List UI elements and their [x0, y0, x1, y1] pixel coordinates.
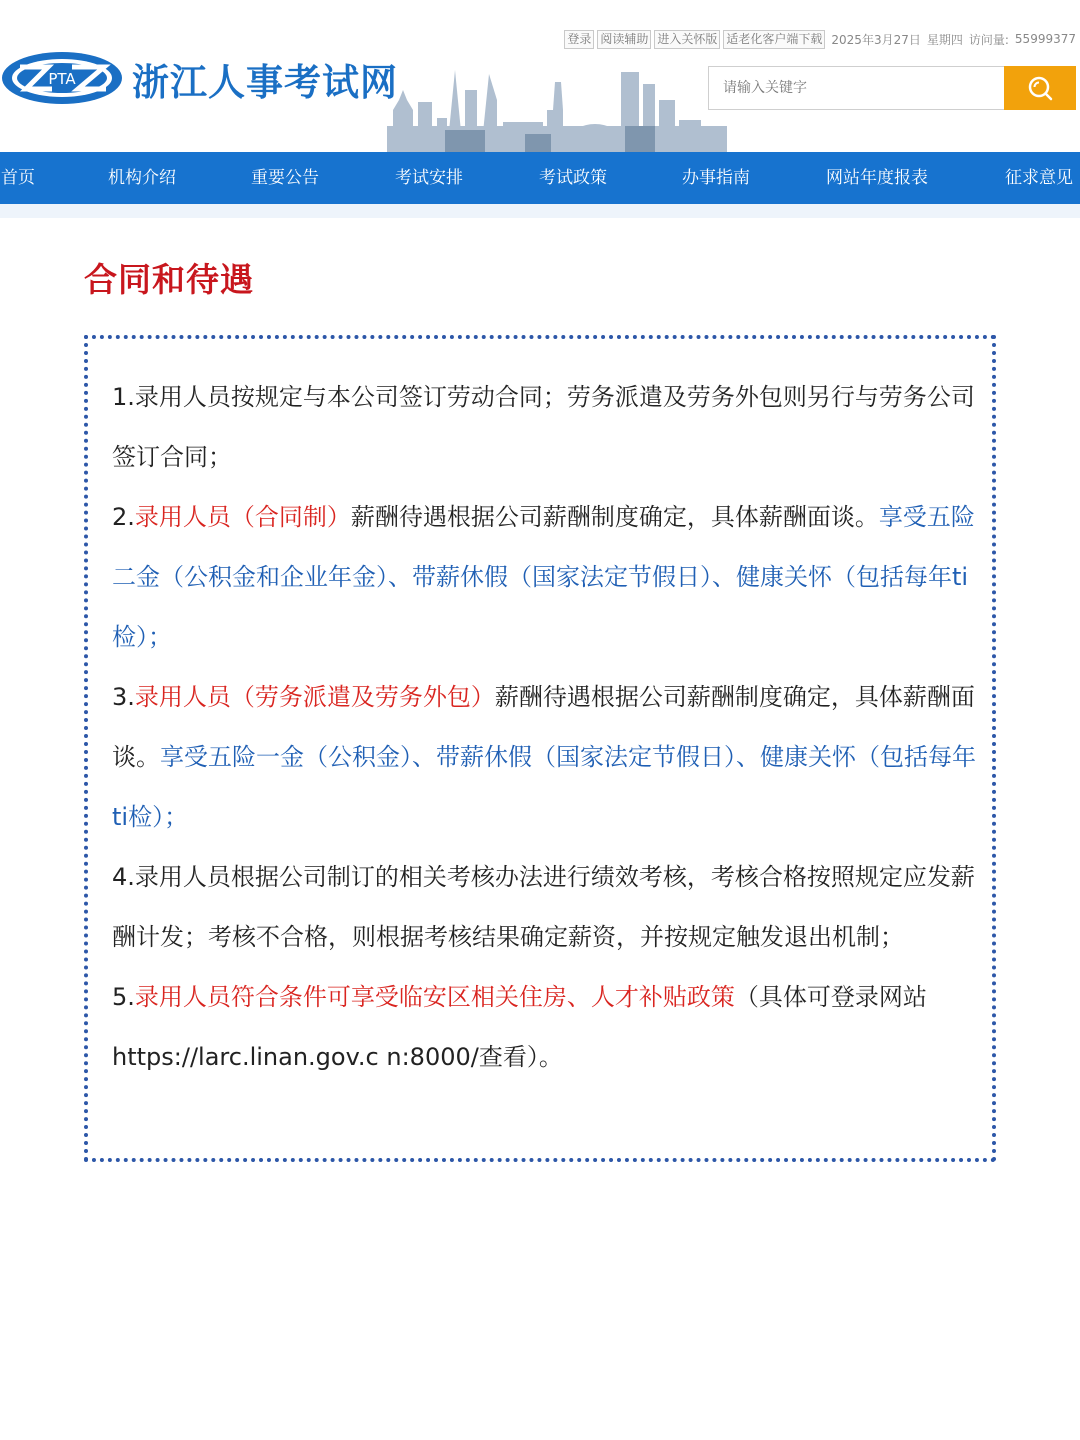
nav-item-service-guide[interactable]: 办事指南 — [682, 168, 750, 188]
nav-item-about[interactable]: 机构介绍 — [108, 168, 176, 188]
highlight-blue: 享受五险一金（公积金）、带薪休假（国家法定节假日）、健康关怀（包括每年ti检）； — [112, 743, 976, 831]
search-input[interactable] — [708, 66, 1004, 110]
current-date: 2025年3月27日 — [831, 32, 921, 47]
current-weekday: 星期四 — [926, 32, 963, 47]
nav-item-annual-report[interactable]: 网站年度报表 — [826, 168, 928, 188]
nav-item-exam-schedule[interactable]: 考试安排 — [395, 168, 463, 188]
nav-item-announcements[interactable]: 重要公告 — [251, 168, 319, 188]
login-link[interactable]: 登录 — [564, 30, 594, 49]
nav-item-home[interactable]: 首页 — [1, 168, 35, 188]
list-item: 4.录用人员根据公司制订的相关考核办法进行绩效考核，考核合格按照规定应发薪酬计发；考核不合格，则根据考核结果确定薪资，并按规定触发退出机制； — [112, 863, 975, 951]
logo-mark-text: PTA — [48, 70, 76, 88]
page-title: 合同和待遇 — [84, 260, 254, 299]
search-bar — [708, 66, 1076, 110]
list-item: 5.录用人员符合条件可享受临安区相关住房、人才补贴政策（具体可登录网站https://larc.linan.gov.c n:8000/查看）。 — [112, 983, 927, 1071]
highlight-blue: 享受五险二金（公积金和企业年金）、带薪休假（国家法定节假日）、健康关怀（包括每年ti检）； — [112, 503, 975, 651]
search-icon — [1026, 74, 1054, 102]
article-body — [112, 367, 980, 1087]
pta-logo-icon — [0, 50, 124, 106]
visit-count: 55999377 — [1014, 32, 1076, 46]
list-item: 3.录用人员（劳务派遣及劳务外包）薪酬待遇根据公司薪酬制度确定，具体薪酬面谈。享受五险一金（公积金）、带薪休假（国家法定节假日）、健康关怀（包括每年ti检）； — [112, 683, 976, 831]
nav-item-exam-policy[interactable]: 考试政策 — [539, 168, 607, 188]
visits-label: 访问量: — [968, 32, 1009, 47]
nav-divider — [0, 204, 1080, 218]
main-nav — [0, 152, 1080, 204]
reading-assist-link[interactable]: 阅读辅助 — [597, 30, 651, 49]
site-name: 浙江人事考试网 — [132, 61, 398, 104]
elderly-client-download-link[interactable]: 适老化客户端下载 — [723, 30, 825, 49]
list-item: 1.录用人员按规定与本公司签订劳动合同；劳务派遣及劳务外包则另行与劳务公司签订合同； — [112, 383, 975, 471]
care-mode-link[interactable]: 进入关怀版 — [654, 30, 720, 49]
highlight-red: 录用人员符合条件可享受临安区相关住房、人才补贴政策 — [134, 983, 735, 1011]
city-skyline-illustration — [385, 60, 730, 152]
highlight-red: 录用人员（合同制） — [134, 503, 351, 531]
highlight-red: 录用人员（劳务派遣及劳务外包） — [134, 683, 495, 711]
top-utility-bar — [564, 29, 1076, 49]
list-item: 2.录用人员（合同制）薪酬待遇根据公司薪酬制度确定，具体薪酬面谈。享受五险二金（公积金和企业年金）、带薪休假（国家法定节假日）、健康关怀（包括每年ti检）； — [112, 503, 975, 651]
site-header — [0, 0, 1080, 152]
site-logo[interactable] — [0, 48, 400, 110]
nav-item-feedback[interactable]: 征求意见 — [1005, 168, 1073, 188]
article-content-box — [84, 335, 996, 1162]
search-button[interactable] — [1004, 66, 1076, 110]
